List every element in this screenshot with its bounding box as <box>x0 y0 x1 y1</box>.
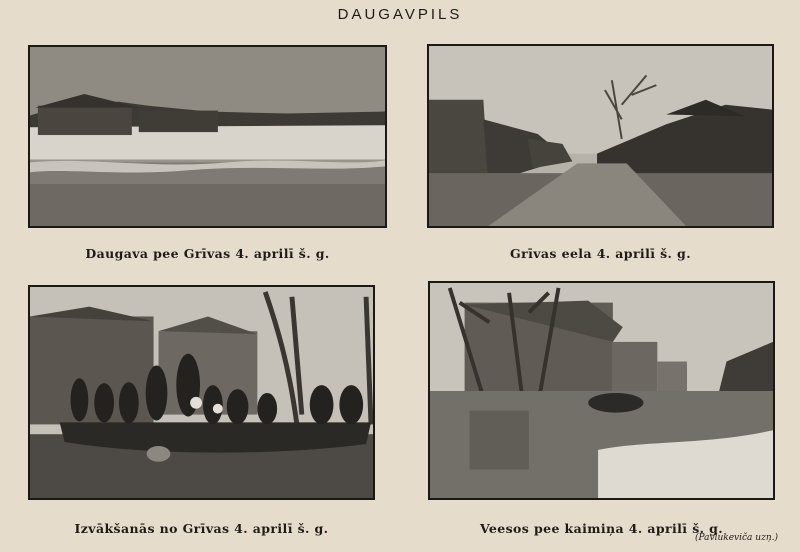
photo-credit: (Pavlukeviča uzņ.) <box>694 533 778 543</box>
photo-caption: Daugava pee Grīvas 4. aprilī š. g. <box>85 246 330 261</box>
photo-evacuation-boat <box>28 285 375 500</box>
photo-boat-image <box>30 287 373 498</box>
page-title: DAUGAVPILS <box>337 6 463 23</box>
photo-neighbor-image <box>430 283 773 498</box>
photo-street-image <box>429 46 772 226</box>
photo-river-griva <box>28 45 387 228</box>
photo-caption: Grīvas eela 4. aprilī š. g. <box>510 246 691 261</box>
photo-griva-street <box>427 44 774 228</box>
photo-caption: Izvākšanās no Grīvas 4. aprilī š. g. <box>74 521 329 536</box>
photo-visiting-neighbor <box>428 281 775 500</box>
photo-river-image <box>30 47 385 226</box>
photo-caption: Veesos pee kaimiņa 4. aprilī š. g. <box>479 521 724 536</box>
